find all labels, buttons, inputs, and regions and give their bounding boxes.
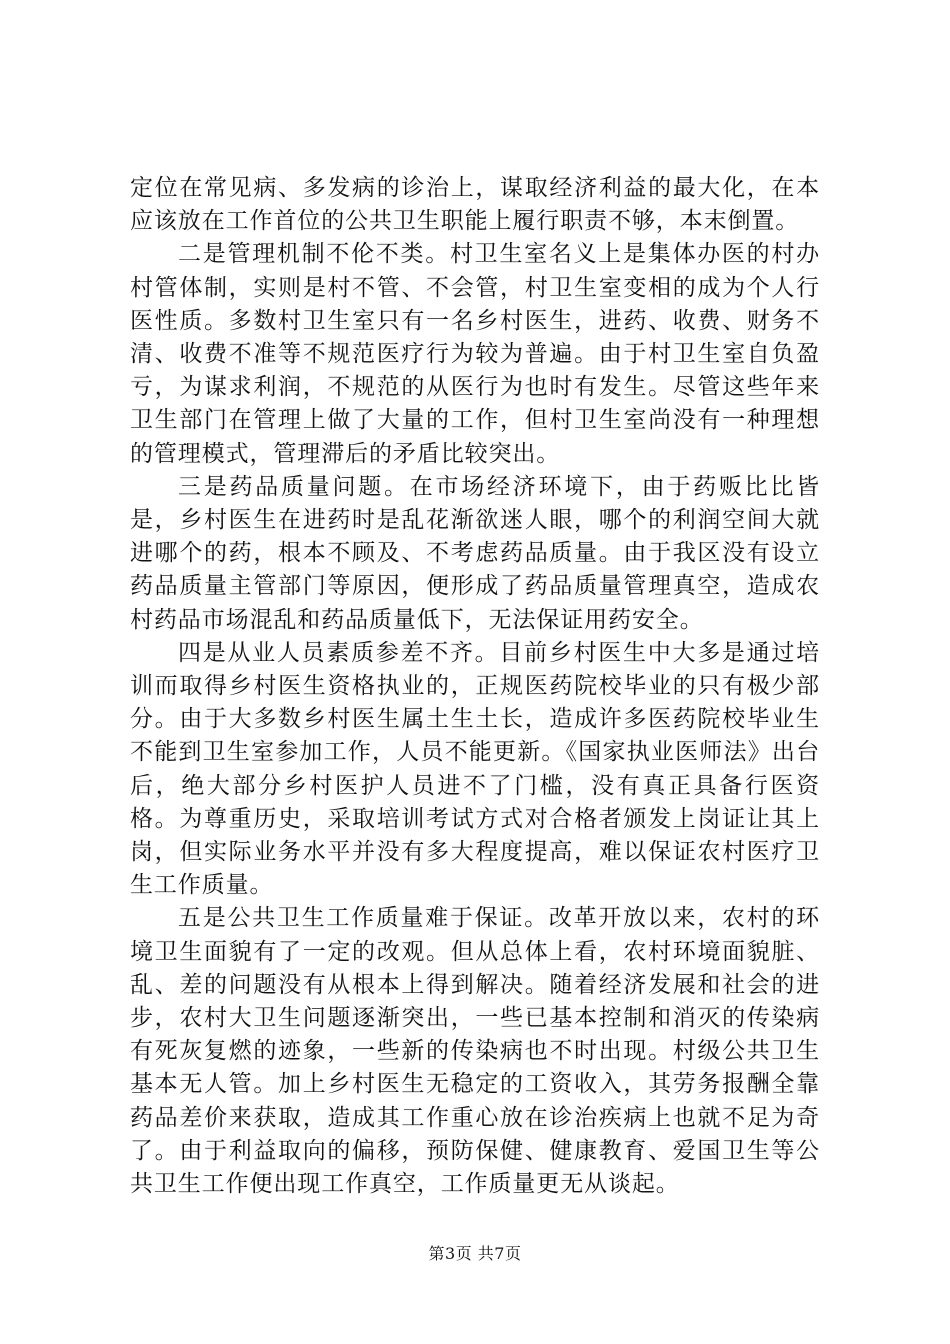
paragraph-drug-quality: 三是药品质量问题。在市场经济环境下，由于药贩比比皆是，乡村医生在进药时是乱花渐欲迷人眼，哪个的利润空间大就进哪个的药，根本不顾及、不考虑药品质量。由于我区没有设立药品质量主管部门等原因，便形成了药品质量管理真空，造成农村药品市场混乱和药品质量低下，无法保证用药安全。 bbox=[130, 473, 820, 633]
paragraph-management-mechanism: 二是管理机制不伦不类。村卫生室名义上是集体办医的村办村管体制，实则是村不管、不会管，村卫生室变相的成为个人行医性质。多数村卫生室只有一名乡村医生，进药、收费、财务不清、收费不准等不规范医疗行为较为普遍。由于村卫生室自负盈亏，为谋求利润，不规范的从医行为也时有发生。尽管这些年来卫生部门在管理上做了大量的工作，但村卫生室尚没有一种理想的管理模式，管理滞后的矛盾比较突出。 bbox=[130, 241, 820, 467]
document-body bbox=[130, 172, 820, 1201]
paragraph-continuation: 定位在常见病、多发病的诊治上，谋取经济利益的最大化，在本应该放在工作首位的公共卫生职能上履行职责不够，本末倒置。 bbox=[130, 175, 820, 235]
page-number-footer: 第3页 共7页 bbox=[428, 1244, 522, 1263]
paragraph-staff-quality: 四是从业人员素质参差不齐。目前乡村医生中大多是通过培训而取得乡村医生资格执业的，正规医药院校毕业的只有极少部分。由于大多数乡村医生属土生土长，造成许多医药院校毕业生不能到卫生室参加工作，人员不能更新。《国家执业医师法》出台后，绝大部分乡村医护人员进不了门槛，没有真正具备行医资格。为尊重历史，采取培训考试方式对合格者颁发上岗证让其上岗，但实际业务水平并没有多大程度提高，难以保证农村医疗卫生工作质量。 bbox=[130, 639, 820, 899]
paragraph-public-health: 五是公共卫生工作质量难于保证。改革开放以来，农村的环境卫生面貌有了一定的改观。但从总体上看，农村环境面貌脏、乱、差的问题没有从根本上得到解决。随着经济发展和社会的进步，农村大卫生问题逐渐突出，一些已基本控制和消灭的传染病有死灰复燃的迹象，一些新的传染病也不时出现。村级公共卫生基本无人管。加上乡村医生无稳定的工资收入，其劳务报酬全靠药品差价来获取，造成其工作重心放在诊治疾病上也就不足为奇了。由于利益取向的偏移，预防保健、健康教育、爱国卫生等公共卫生工作便出现工作真空，工作质量更无从谈起。 bbox=[130, 905, 820, 1198]
